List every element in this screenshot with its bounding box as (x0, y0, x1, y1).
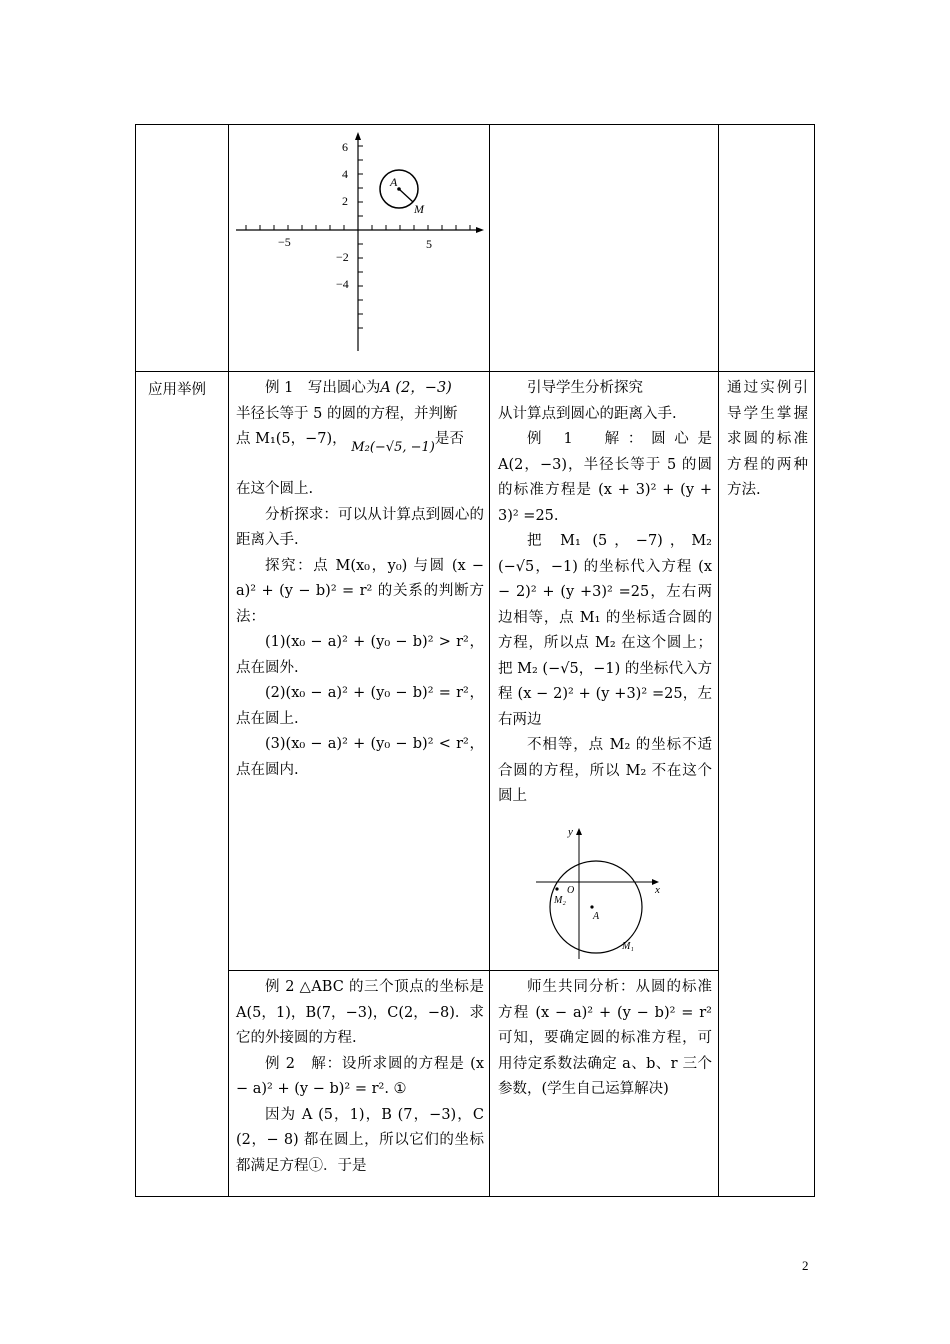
x-tick-neg5: −5 (278, 235, 291, 249)
example1-p1d: 点 M₁(5，−7)， (236, 431, 347, 447)
lesson-table (135, 124, 815, 1197)
example2-problem: 例 2 △ABC 的三个顶点的坐标是 A(5，1)，B(7，−3)，C(2，−8)．求它的外接圆的方程. (236, 979, 484, 1046)
col-divider-2 (489, 125, 490, 1196)
figure-x-label: x (655, 884, 660, 896)
point-m-label: M (414, 202, 424, 216)
guide-cell (498, 376, 712, 810)
figure-y-label: y (568, 826, 573, 838)
figure-o-label: O (567, 885, 575, 896)
circle-figure (532, 825, 672, 965)
example1-p1f: 是否 (434, 431, 464, 447)
coordinate-graph (232, 129, 488, 369)
analysis-cell (498, 975, 712, 1103)
example2-points: 因为 A (5，1)，B (7，−3)，C (2，− 8) 都在圆上，所以它们的坐标都满足方程①．于是 (236, 1106, 484, 1174)
figure-a-label: A (593, 911, 600, 922)
col-divider-3 (718, 125, 719, 1196)
example1-p1c: 半径长等于 5 的圆的方程，并判断 (236, 405, 458, 422)
example1-explore: 探究：点 M(x₀，y₀) 与圆 (x − a)² + (y − b)² = r² 的关系的判断方法： (236, 557, 484, 625)
intent-cell: 通过实例引导学生掌握求圆的标准方程的两种方法. (727, 380, 808, 498)
example1-case2: (2)(x₀ − a)² + (y₀ − b)² = r²，点在圆上. (236, 685, 484, 727)
figure-point-a (590, 905, 593, 908)
example1-analysis: 分析探求：可以从计算点到圆心的距离入手. (236, 506, 484, 548)
x-tick-5: 5 (426, 237, 432, 251)
figure-circle (550, 861, 642, 953)
y-tick-neg2: −2 (336, 250, 349, 264)
example1-case3: (3)(x₀ − a)² + (y₀ − b)² < r²，点在圆内. (236, 736, 484, 778)
page-number: 2 (802, 1258, 809, 1273)
figure-m2-label: M₂ (554, 895, 566, 906)
example2-solution: 例 2 解：设所求圆的方程是 (x − a)² + (y − b)² = r². ① (236, 1055, 484, 1097)
analysis-text: 师生共同分析：从圆的标准方程 (x − a)² + (y − b)² = r² 可知，要确定圆的标准方程，可用待定系数法确定 a、b、r 三个参数，(学生自己运算解决) (498, 979, 712, 1097)
guide-p2: 例 1 解：圆心是 A(2，−3)，半径长等于 5 的圆的标准方程是 (x + 3)² + (y + 3)² =25. (498, 431, 712, 524)
example1-p1g: 在这个圆上. (236, 481, 314, 497)
radius-am (399, 189, 413, 202)
center-point-a (397, 187, 401, 191)
example1-p1a: 例 1 写出圆心为 (265, 380, 381, 396)
y-tick-neg4: −4 (336, 277, 349, 291)
row-divider-1 (136, 371, 814, 372)
figure-m1-label: M₁ (622, 941, 634, 952)
guide-title: 引导学生分析探究 (527, 380, 643, 396)
y-tick-2: 2 (342, 194, 348, 208)
col-divider-1 (228, 125, 229, 1196)
row-label-application: 应用举例 (148, 382, 206, 398)
guide-p3: 把 M₁ (5，−7)，M₂ (−√5，−1) 的坐标代入方程 (x − 2)² + (y +3)² =25，左右两边相等，点 M₁ 的坐标适合圆的方程，所以点 M₂ 在这个圆上；把 M₂ (−√5，−1) 的坐标代入方程 (x − 2)² + (y +3)² =25，左右两边 (498, 533, 712, 728)
row-divider-2 (228, 970, 719, 971)
example1-p1e: M₂(−√5, −1) (351, 440, 435, 455)
guide-p1: 从计算点到圆心的距离入手. (498, 405, 677, 422)
example1-case1: (1)(x₀ − a)² + (y₀ − b)² > r²，点在圆外. (236, 634, 484, 676)
guide-p4: 不相等，点 M₂ 的坐标不适合圆的方程，所以 M₂ 不在这个圆上 (498, 737, 712, 804)
example1-cell (236, 376, 484, 783)
example2-cell (236, 975, 484, 1179)
example1-p1b: A (2，−3) (380, 380, 452, 396)
y-tick-6: 6 (342, 140, 348, 154)
point-a-label: A (390, 175, 398, 189)
figure-point-m2 (555, 887, 558, 890)
y-tick-4: 4 (342, 167, 348, 181)
